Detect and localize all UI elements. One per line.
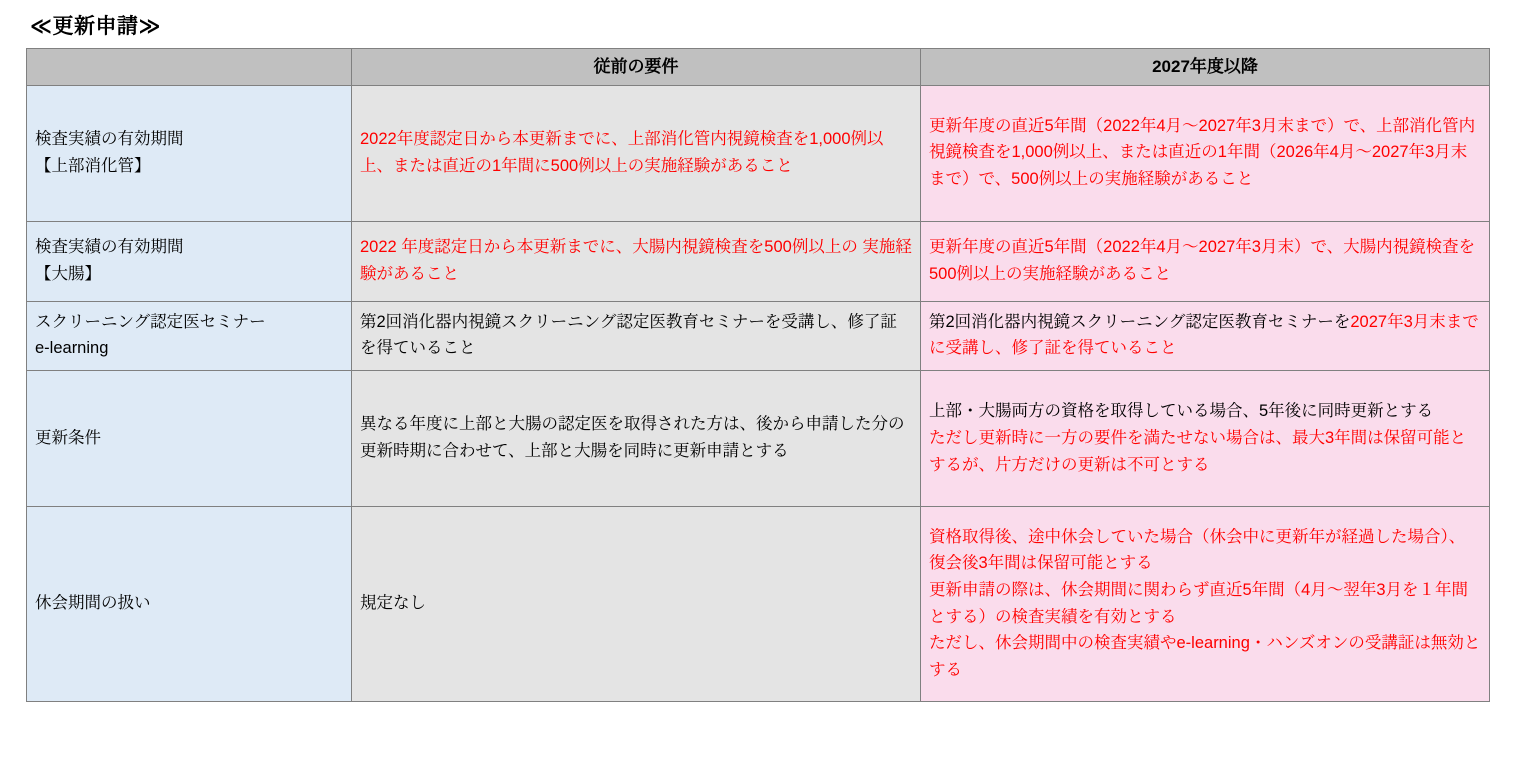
cell-previous-leave-period <box>352 507 921 702</box>
cell-text: 更新年度の直近5年間（2022年4月〜2027年3月末）で、大腸内視鏡検査を500例以上の実施経験があること <box>929 238 1476 283</box>
row-label-line: 【上部消化管】 <box>35 156 151 175</box>
column-header-previous: 従前の要件 <box>352 49 921 86</box>
table-row <box>27 371 1490 507</box>
cell-text: 2022 年度認定日から本更新までに、大腸内視鏡検査を500例以上の 実施経験があること <box>360 238 912 283</box>
cell-text: 2022年度認定日から本更新までに、上部消化管内視鏡検査を1,000例以上、または直近の1年間に500例以上の実施経験があること <box>360 130 884 175</box>
cell-2027-renewal-conditions <box>921 371 1490 507</box>
cell-text-part2: ただし更新時に一方の要件を満たせない場合は、最大3年間は保留可能とするが、片方だけの更新は不可とする <box>929 428 1467 474</box>
row-label-leave-period <box>27 507 352 702</box>
cell-text: 規定なし <box>360 594 426 613</box>
column-header-2027: 2027年度以降 <box>921 49 1490 86</box>
row-label-seminar <box>27 301 352 370</box>
requirements-table <box>26 48 1490 702</box>
column-header-category <box>27 49 352 86</box>
table-row <box>27 507 1490 702</box>
cell-previous-colon <box>352 221 921 301</box>
row-label-line: 休会期間の扱い <box>35 594 151 613</box>
cell-text-part1: 資格取得後、途中休会していた場合（休会中に更新年が経過した場合）、復会後3年間は保留可能とする <box>929 527 1466 573</box>
table-header-row <box>27 49 1490 86</box>
row-label-line: 検査実績の有効期間 <box>35 130 184 148</box>
table-row <box>27 301 1490 370</box>
row-label-line: 検査実績の有効期間 <box>35 238 184 256</box>
row-label-line: e-learning <box>35 339 109 358</box>
cell-2027-upper-gi <box>921 85 1490 221</box>
table-row <box>27 221 1490 301</box>
table-row <box>27 85 1490 221</box>
cell-2027-colon <box>921 221 1490 301</box>
row-label-renewal-conditions <box>27 371 352 507</box>
cell-text-part3: ただし、休会期間中の検査実績やe-learning・ハンズオンの受講証は無効とする <box>929 634 1481 680</box>
cell-previous-renewal-conditions <box>352 371 921 507</box>
cell-text-part1: 第2回消化器内視鏡スクリーニング認定医教育セミナーを <box>929 312 1351 331</box>
page-title: ≪更新申請≫ <box>30 15 161 38</box>
row-label-upper-gi <box>27 85 352 221</box>
cell-text-part1: 上部・大腸両方の資格を取得している場合、5年後に同時更新とする <box>929 402 1434 421</box>
cell-previous-upper-gi <box>352 85 921 221</box>
cell-text: 第2回消化器内視鏡スクリーニング認定医教育セミナーを受講し、修了証を得ていること <box>360 312 897 358</box>
cell-text-part2: 更新申請の際は、休会期間に関わらず直近5年間（4月〜翌年3月を１年間とする）の検査実績を有効とする <box>929 580 1469 626</box>
cell-text-part2: 2027年3月末までに受講し、修了証を得ていること <box>929 312 1479 358</box>
row-label-line: スクリーニング認定医セミナー <box>35 312 266 331</box>
row-label-line: 更新条件 <box>35 428 101 447</box>
row-label-colon <box>27 221 352 301</box>
cell-previous-seminar <box>352 301 921 370</box>
cell-text: 異なる年度に上部と大腸の認定医を取得された方は、後から申請した分の更新時期に合わせて、上部と大腸を同時に更新申請とする <box>360 415 905 461</box>
row-label-line: 【大腸】 <box>35 264 101 283</box>
cell-2027-seminar <box>921 301 1490 370</box>
cell-text: 更新年度の直近5年間（2022年4月〜2027年3月末まで）で、上部消化管内視鏡検査を1,000例以上、または直近の1年間（2026年4月〜2027年3月末まで）で、500例以上の実施経験があること <box>929 116 1476 189</box>
cell-2027-leave-period <box>921 507 1490 702</box>
